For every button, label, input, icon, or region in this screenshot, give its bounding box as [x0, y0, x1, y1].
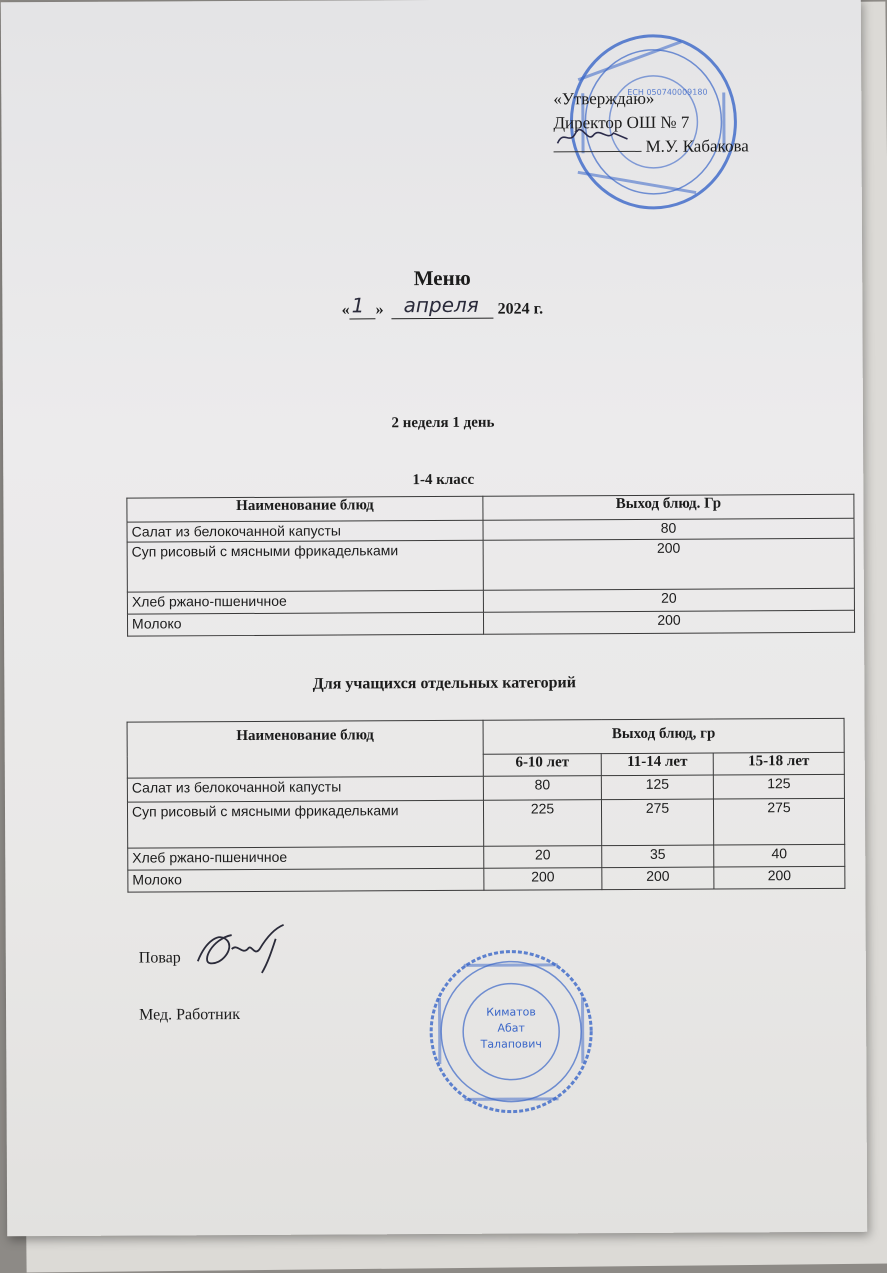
approval-line-1: «Утверждаю»	[553, 88, 655, 109]
table-row: Салат из белокочанной капусты 80	[127, 518, 854, 542]
table-row: Хлеб ржано-пшеничное 20	[127, 588, 854, 614]
age-header: 6-10 лет	[483, 754, 601, 777]
table-header-dish: Наименование блюд	[127, 720, 483, 778]
personal-stamp	[424, 947, 599, 1116]
age-header: 15-18 лет	[713, 752, 844, 775]
cook-label: Повар	[138, 949, 181, 967]
table-header-portion-group: Выход блюд, гр	[483, 718, 844, 754]
table-row: Молоко 200	[127, 610, 854, 636]
svg-text:Киматов: Киматов	[486, 1005, 536, 1019]
svg-text:Абат: Абат	[497, 1021, 525, 1035]
director-name: М.У. Кабакова	[645, 136, 749, 156]
director-signature	[553, 137, 641, 152]
table-row: Суп рисовый с мясными фрикадельками 225 275 275	[127, 798, 844, 848]
table-row: Суп рисовый с мясными фрикадельками 200	[127, 538, 854, 592]
date-line: « 1 » апреля 2024 г.	[341, 292, 544, 319]
date-month-field: апреля	[392, 298, 494, 320]
page-title: Меню	[413, 265, 471, 291]
table-row: Салат из белокочанной капусты 80 125 125	[127, 774, 844, 802]
table-row: Молоко 200 200 200	[128, 866, 845, 892]
approval-block	[553, 86, 749, 159]
approval-line-2: Директор ОШ № 7	[553, 112, 690, 133]
date-day-field: 1	[350, 298, 376, 319]
date-year: 2024 г.	[497, 300, 544, 318]
svg-text:ЕСН 050740009180: ЕСН 050740009180	[627, 87, 708, 97]
svg-text:Талапович: Талапович	[480, 1037, 542, 1051]
cook-signature	[192, 919, 302, 980]
week-day-label: 2 неделя 1 день	[391, 414, 495, 432]
table-row: Хлеб ржано-пшеничное 20 35 40	[128, 844, 845, 870]
table-header-dish: Наименование блюд	[127, 496, 483, 522]
menu-table-categories	[127, 718, 846, 893]
menu-table-grades-1-4	[126, 494, 855, 637]
approval-line-3	[553, 134, 748, 159]
table-header-portion: Выход блюд. Гр	[483, 494, 854, 520]
grade-label: 1-4 класс	[412, 471, 475, 489]
category-title: Для учащихся отдельных категорий	[312, 674, 576, 693]
medic-label: Мед. Работник	[139, 1006, 240, 1024]
age-header: 11-14 лет	[601, 753, 713, 776]
document-page	[1, 0, 867, 1236]
